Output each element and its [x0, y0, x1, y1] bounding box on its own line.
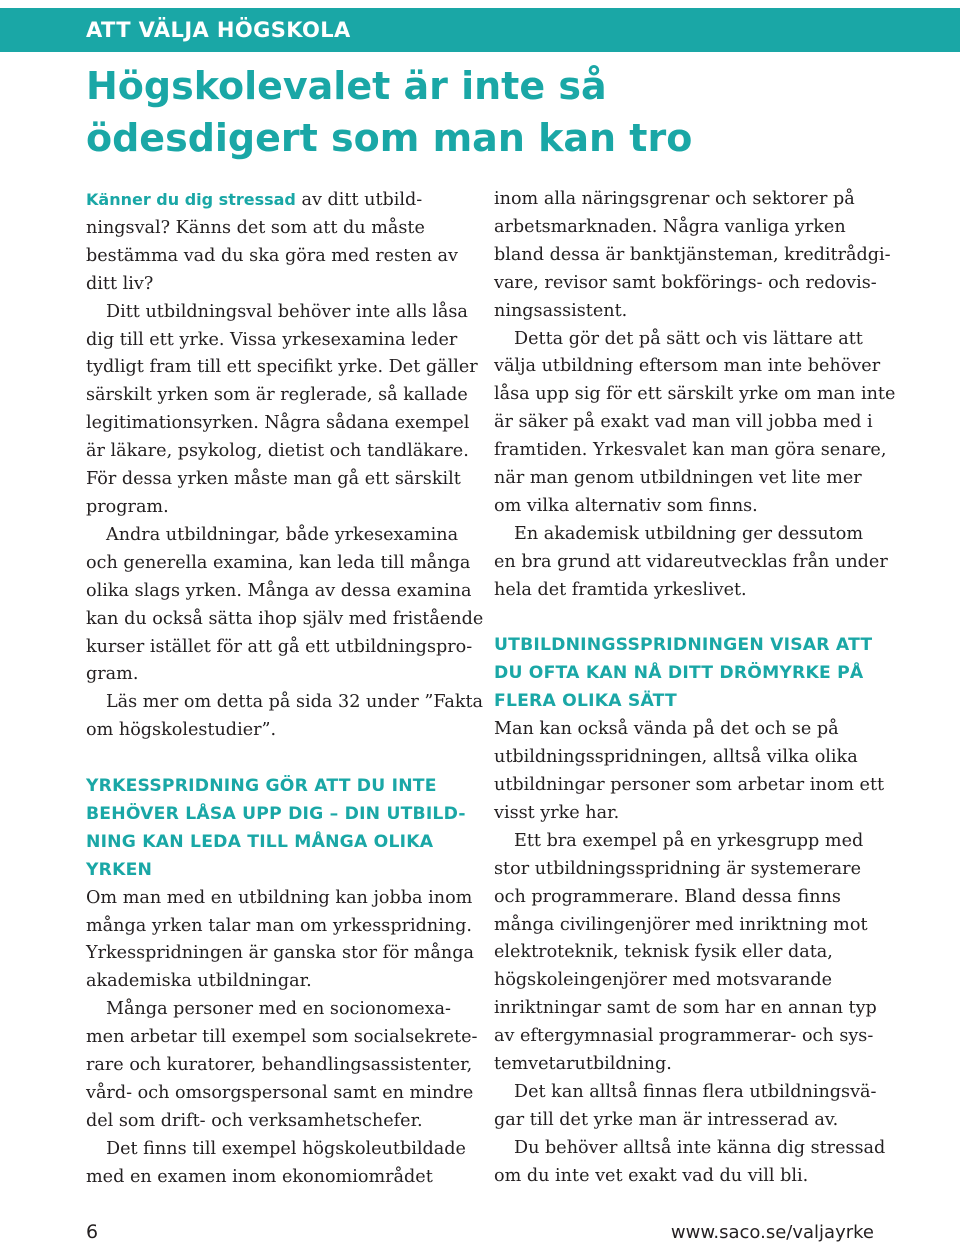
text-line: Yrkesspridningen är ganska stor för många	[86, 943, 475, 964]
section-label: ATT VÄLJA HÖGSKOLA	[86, 18, 351, 42]
text-line: del som drift- och verksamhetschefer.	[86, 1110, 423, 1131]
text-line: vård- och omsorgspersonal samt en mindre	[86, 1082, 474, 1103]
text-line: ningsassistent.	[494, 300, 628, 321]
text-line: är läkare, psykolog, dietist och tandläkare.	[86, 441, 469, 462]
spacer	[494, 605, 884, 633]
lead-in-text: Känner du dig stressad	[86, 190, 296, 209]
text-line: kan du också sätta ihop själv med fristående	[86, 608, 484, 629]
text-line: utbildningar personer som arbetar inom ett	[494, 775, 885, 796]
right-column	[494, 186, 896, 1191]
section-heading: FLERA OLIKA SÄTT	[494, 691, 677, 712]
text-line: ditt liv?	[86, 273, 154, 294]
text-line: är säker på exakt vad man vill jobba med i	[494, 412, 873, 433]
text-line: En akademisk utbildning ger dessutom	[514, 523, 864, 544]
text-line: med en examen inom ekonomiområdet	[86, 1166, 433, 1187]
text-line: inom alla näringsgrenar och sektorer på	[494, 189, 855, 209]
text-line: om du inte vet exakt vad du vill bli.	[494, 1165, 809, 1186]
text-line: högskoleingenjörer med motsvarande	[494, 970, 833, 991]
text-line: Många personer med en socionomexa-	[106, 999, 451, 1020]
text-line: av eftergymnasial programmerar- och sys-	[494, 1026, 874, 1047]
section-heading: YRKESSPRIDNING GÖR ATT DU INTE	[86, 776, 437, 797]
section-heading: YRKEN	[86, 859, 153, 880]
text-line: inriktningar samt de som har en annan typ	[494, 998, 877, 1019]
text-line: akademiska utbildningar.	[86, 971, 312, 992]
text-line: För dessa yrken måste man gå ett särskilt	[86, 469, 461, 490]
text-line: temvetarutbildning.	[494, 1054, 672, 1075]
title-line: Högskolevalet är inte så	[86, 64, 607, 108]
text-line: olika slags yrken. Många av dessa examina	[86, 580, 472, 601]
text-line: Ditt utbildningsval behöver inte alls låsa	[106, 301, 468, 322]
text-line: och programmerare. Bland dessa finns	[494, 886, 841, 907]
text-line: om vilka alternativ som finns.	[494, 495, 758, 516]
text-line: framtiden. Yrkesvalet kan man göra senare,	[494, 440, 887, 461]
text-line: låsa upp sig för ett särskilt yrke om man inte	[494, 384, 896, 405]
text-line: rare och kuratorer, behandlingsassistenter,	[86, 1055, 473, 1076]
text-line: Det finns till exempel högskoleutbildade	[106, 1138, 466, 1159]
text-line: dig till ett yrke. Vissa yrkesexamina leder	[86, 329, 458, 350]
section-heading: DU OFTA KAN NÅ DITT DRÖMYRKE PÅ	[494, 663, 864, 684]
text-line: Andra utbildningar, både yrkesexamina	[106, 524, 459, 545]
text-line: arbetsmarknaden. Några vanliga yrken	[494, 216, 846, 237]
footer-url[interactable]: www.saco.se/valjayrke	[670, 1222, 874, 1243]
text-line: Du behöver alltså inte känna dig stressad	[514, 1137, 886, 1158]
text-line: stor utbildningsspridning är systemerare	[494, 858, 861, 879]
text-line: legitimationsyrken. Några sådana exempel	[86, 413, 470, 434]
text-line: en bra grund att vidareutvecklas från under	[494, 551, 888, 572]
intro-first-line	[86, 186, 476, 215]
text-line: vare, revisor samt bokförings- och redovis-	[494, 272, 877, 293]
spacer	[86, 745, 476, 773]
text-line: många civilingenjörer med inriktning mot	[494, 914, 868, 935]
text-line: visst yrke har.	[494, 802, 620, 823]
text-line: hela det framtida yrkeslivet.	[494, 579, 747, 600]
text-line: ningsval? Känns det som att du måste	[86, 217, 425, 238]
left-column	[86, 186, 484, 1192]
text-line: Det kan alltså finnas flera utbildningsvä-	[514, 1081, 877, 1102]
text-line: Läs mer om detta på sida 32 under ”Fakta	[106, 692, 484, 713]
text-line: Om man med en utbildning kan jobba inom	[86, 887, 473, 908]
text-line: tydligt fram till ett specifikt yrke. Det gäller	[86, 357, 478, 378]
text-line: Detta gör det på sätt och vis lättare att	[514, 328, 863, 349]
text-line: elektroteknik, teknisk fysik eller data,	[494, 942, 833, 963]
text-line: särskilt yrken som är reglerade, så kallade	[86, 385, 468, 406]
text-line: program.	[86, 496, 169, 517]
text-line: gram.	[86, 664, 139, 685]
text-line: om högskolestudier”.	[86, 720, 277, 741]
text-line: många yrken talar man om yrkesspridning.	[86, 915, 473, 936]
page-title	[86, 60, 906, 164]
section-heading: BEHÖVER LÅSA UPP DIG – DIN UTBILD-	[86, 803, 466, 824]
text-line: bland dessa är banktjänsteman, kreditrådgi-	[494, 244, 891, 265]
title-line: ödesdigert som man kan tro	[86, 116, 693, 160]
text-line: gar till det yrke man är intresserad av.	[494, 1109, 839, 1130]
text-line: välja utbildning eftersom man inte behöver	[494, 356, 881, 377]
section-heading: NING KAN LEDA TILL MÅNGA OLIKA	[86, 831, 434, 852]
text-line: Man kan också vända på det och se på	[494, 719, 839, 740]
page-number: 6	[86, 1221, 99, 1243]
text-line: men arbetar till exempel som socialsekrete-	[86, 1027, 478, 1048]
intro-line-rest: av ditt utbild-	[295, 190, 423, 210]
text-line: när man genom utbildningen vet lite mer	[494, 468, 862, 489]
section-heading: UTBILDNINGSSPRIDNINGEN VISAR ATT	[494, 635, 873, 656]
text-line: Ett bra exempel på en yrkesgrupp med	[514, 830, 864, 851]
text-line: kurser istället för att gå ett utbildningspro-	[86, 636, 473, 657]
text-line: bestämma vad du ska göra med resten av	[86, 245, 458, 266]
text-line: och generella examina, kan leda till många	[86, 552, 471, 573]
text-line: utbildningsspridningen, alltså vilka olika	[494, 747, 858, 768]
